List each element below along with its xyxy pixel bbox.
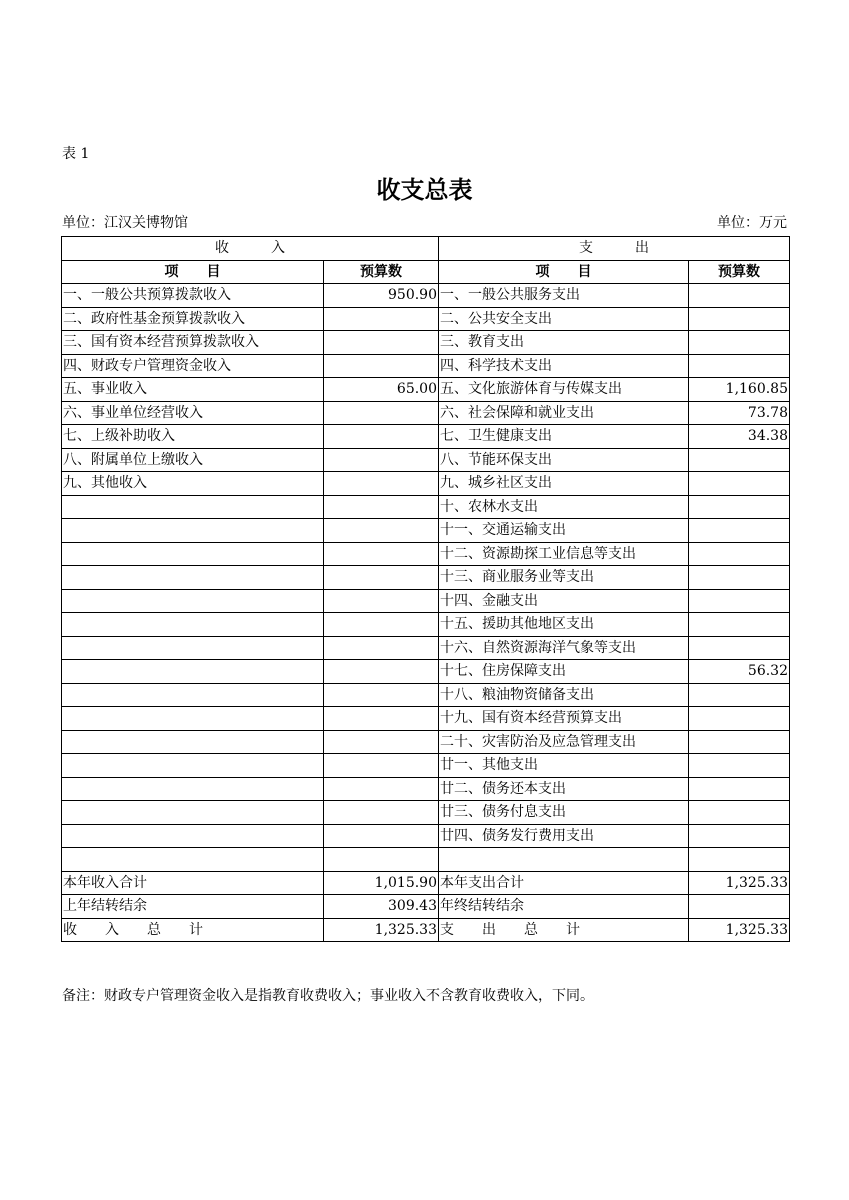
income-item-cell: 本年收入合计 — [62, 871, 324, 895]
expense-header: 支 出 — [439, 237, 790, 261]
income-budget-cell — [324, 307, 439, 331]
expense-item-cell: 七、卫生健康支出 — [439, 425, 689, 449]
income-budget-cell: 309.43 — [324, 895, 439, 919]
expense-budget-cell — [689, 636, 790, 660]
expense-item-cell — [439, 848, 689, 872]
income-item-header: 项 目 — [62, 260, 324, 284]
income-budget-cell — [324, 542, 439, 566]
table-tag: 表 1 — [62, 146, 90, 162]
page-title: 收支总表 — [376, 175, 473, 204]
income-item-cell — [62, 848, 324, 872]
table-row — [62, 425, 790, 449]
expense-budget-cell: 56.32 — [689, 660, 790, 684]
expense-item-cell: 十六、自然资源海洋气象等支出 — [439, 636, 689, 660]
section-header-row — [62, 237, 790, 261]
expense-budget-cell — [689, 566, 790, 590]
table-row — [62, 519, 790, 543]
expense-budget-cell — [689, 801, 790, 825]
income-budget-cell: 1,015.90 — [324, 871, 439, 895]
unit-currency: 单位：万元 — [717, 215, 787, 231]
income-budget-cell — [324, 848, 439, 872]
income-item-cell — [62, 660, 324, 684]
expense-item-cell: 支 出 总 计 — [439, 918, 689, 942]
income-budget-cell: 65.00 — [324, 378, 439, 402]
income-item-cell — [62, 519, 324, 543]
income-budget-cell — [324, 519, 439, 543]
income-item-cell: 九、其他收入 — [62, 472, 324, 496]
expense-budget-cell — [689, 707, 790, 731]
table-row — [62, 566, 790, 590]
expense-budget-cell: 1,325.33 — [689, 871, 790, 895]
table-row — [62, 754, 790, 778]
expense-budget-cell: 73.78 — [689, 401, 790, 425]
expense-item-cell: 六、社会保障和就业支出 — [439, 401, 689, 425]
income-item-cell: 上年结转结余 — [62, 895, 324, 919]
expense-budget-cell — [689, 519, 790, 543]
expense-budget-cell — [689, 331, 790, 355]
table-row — [62, 448, 790, 472]
expense-item-cell: 五、文化旅游体育与传媒支出 — [439, 378, 689, 402]
income-budget-cell — [324, 660, 439, 684]
expense-budget-header: 预算数 — [689, 260, 790, 284]
income-item-cell: 八、附属单位上缴收入 — [62, 448, 324, 472]
expense-budget-cell — [689, 589, 790, 613]
income-budget-header: 预算数 — [324, 260, 439, 284]
income-budget-cell — [324, 754, 439, 778]
expense-budget-cell — [689, 848, 790, 872]
expense-item-cell: 十七、住房保障支出 — [439, 660, 689, 684]
expense-item-cell: 九、城乡社区支出 — [439, 472, 689, 496]
table-row — [62, 636, 790, 660]
table-row — [62, 307, 790, 331]
income-item-cell: 收 入 总 计 — [62, 918, 324, 942]
income-header: 收 入 — [62, 237, 439, 261]
expense-item-cell: 一、一般公共服务支出 — [439, 284, 689, 308]
income-item-cell: 六、事业单位经营收入 — [62, 401, 324, 425]
table-row — [62, 542, 790, 566]
income-item-cell — [62, 636, 324, 660]
expense-item-cell: 十九、国有资本经营预算支出 — [439, 707, 689, 731]
income-item-cell: 四、财政专户管理资金收入 — [62, 354, 324, 378]
expense-budget-cell: 1,325.33 — [689, 918, 790, 942]
income-budget-cell — [324, 613, 439, 637]
table-row — [62, 589, 790, 613]
income-budget-cell: 1,325.33 — [324, 918, 439, 942]
expense-budget-cell — [689, 730, 790, 754]
table-row — [62, 472, 790, 496]
income-budget-cell — [324, 448, 439, 472]
income-budget-cell — [324, 566, 439, 590]
expense-budget-cell — [689, 754, 790, 778]
income-budget-cell — [324, 707, 439, 731]
income-budget-cell — [324, 636, 439, 660]
table-row — [62, 730, 790, 754]
expense-item-cell: 二十、灾害防治及应急管理支出 — [439, 730, 689, 754]
income-item-cell: 一、一般公共预算拨款收入 — [62, 284, 324, 308]
income-item-cell — [62, 495, 324, 519]
table-row — [62, 895, 790, 919]
expense-budget-cell — [689, 284, 790, 308]
expense-item-cell: 八、节能环保支出 — [439, 448, 689, 472]
unit-organization: 单位：江汉关博物馆 — [62, 215, 188, 231]
table-row — [62, 871, 790, 895]
expense-budget-cell — [689, 307, 790, 331]
table-row — [62, 401, 790, 425]
expense-item-cell: 四、科学技术支出 — [439, 354, 689, 378]
expense-item-cell: 十四、金融支出 — [439, 589, 689, 613]
expense-budget-cell — [689, 777, 790, 801]
expense-item-cell: 三、教育支出 — [439, 331, 689, 355]
expense-item-cell: 十、农林水支出 — [439, 495, 689, 519]
income-item-cell — [62, 707, 324, 731]
expense-item-cell: 廿三、债务付息支出 — [439, 801, 689, 825]
income-item-cell — [62, 754, 324, 778]
table-row — [62, 284, 790, 308]
income-item-cell — [62, 730, 324, 754]
income-item-cell — [62, 777, 324, 801]
footnote: 备注：财政专户管理资金收入是指教育收费收入；事业收入不含教育收费收入，下同。 — [62, 988, 594, 1004]
income-budget-cell — [324, 331, 439, 355]
table-row — [62, 824, 790, 848]
table-row — [62, 378, 790, 402]
expense-budget-cell — [689, 613, 790, 637]
expense-item-header: 项 目 — [439, 260, 689, 284]
expense-budget-cell — [689, 495, 790, 519]
table-row — [62, 354, 790, 378]
income-item-cell — [62, 683, 324, 707]
income-budget-cell — [324, 401, 439, 425]
table-row — [62, 495, 790, 519]
column-header-row — [62, 260, 790, 284]
income-budget-cell — [324, 495, 439, 519]
expense-budget-cell — [689, 542, 790, 566]
income-budget-cell — [324, 730, 439, 754]
income-budget-cell — [324, 683, 439, 707]
income-item-cell — [62, 542, 324, 566]
income-budget-cell — [324, 777, 439, 801]
income-item-cell — [62, 801, 324, 825]
income-item-cell: 七、上级补助收入 — [62, 425, 324, 449]
income-item-cell — [62, 566, 324, 590]
income-budget-cell — [324, 801, 439, 825]
expense-item-cell: 廿四、债务发行费用支出 — [439, 824, 689, 848]
table-row — [62, 613, 790, 637]
income-budget-cell — [324, 824, 439, 848]
expense-budget-cell — [689, 824, 790, 848]
budget-table — [61, 236, 790, 942]
income-budget-cell — [324, 472, 439, 496]
expense-item-cell: 十八、粮油物资储备支出 — [439, 683, 689, 707]
income-item-cell: 五、事业收入 — [62, 378, 324, 402]
income-budget-cell — [324, 354, 439, 378]
expense-item-cell: 廿一、其他支出 — [439, 754, 689, 778]
income-budget-cell — [324, 425, 439, 449]
table-row — [62, 777, 790, 801]
expense-budget-cell — [689, 354, 790, 378]
table-row — [62, 707, 790, 731]
income-budget-cell — [324, 589, 439, 613]
expense-item-cell: 本年支出合计 — [439, 871, 689, 895]
income-item-cell: 二、政府性基金预算拨款收入 — [62, 307, 324, 331]
expense-budget-cell — [689, 895, 790, 919]
table-row — [62, 331, 790, 355]
income-item-cell — [62, 824, 324, 848]
table-row — [62, 660, 790, 684]
table-row — [62, 918, 790, 942]
table-row — [62, 801, 790, 825]
expense-budget-cell: 34.38 — [689, 425, 790, 449]
table-row — [62, 848, 790, 872]
expense-item-cell: 二、公共安全支出 — [439, 307, 689, 331]
expense-item-cell: 年终结转结余 — [439, 895, 689, 919]
expense-budget-cell — [689, 448, 790, 472]
expense-item-cell: 十三、商业服务业等支出 — [439, 566, 689, 590]
income-item-cell: 三、国有资本经营预算拨款收入 — [62, 331, 324, 355]
expense-budget-cell — [689, 472, 790, 496]
income-budget-cell: 950.90 — [324, 284, 439, 308]
expense-budget-cell: 1,160.85 — [689, 378, 790, 402]
expense-item-cell: 十五、援助其他地区支出 — [439, 613, 689, 637]
expense-item-cell: 十一、交通运输支出 — [439, 519, 689, 543]
expense-item-cell: 廿二、债务还本支出 — [439, 777, 689, 801]
income-item-cell — [62, 613, 324, 637]
income-item-cell — [62, 589, 324, 613]
table-row — [62, 683, 790, 707]
expense-item-cell: 十二、资源勘探工业信息等支出 — [439, 542, 689, 566]
expense-budget-cell — [689, 683, 790, 707]
